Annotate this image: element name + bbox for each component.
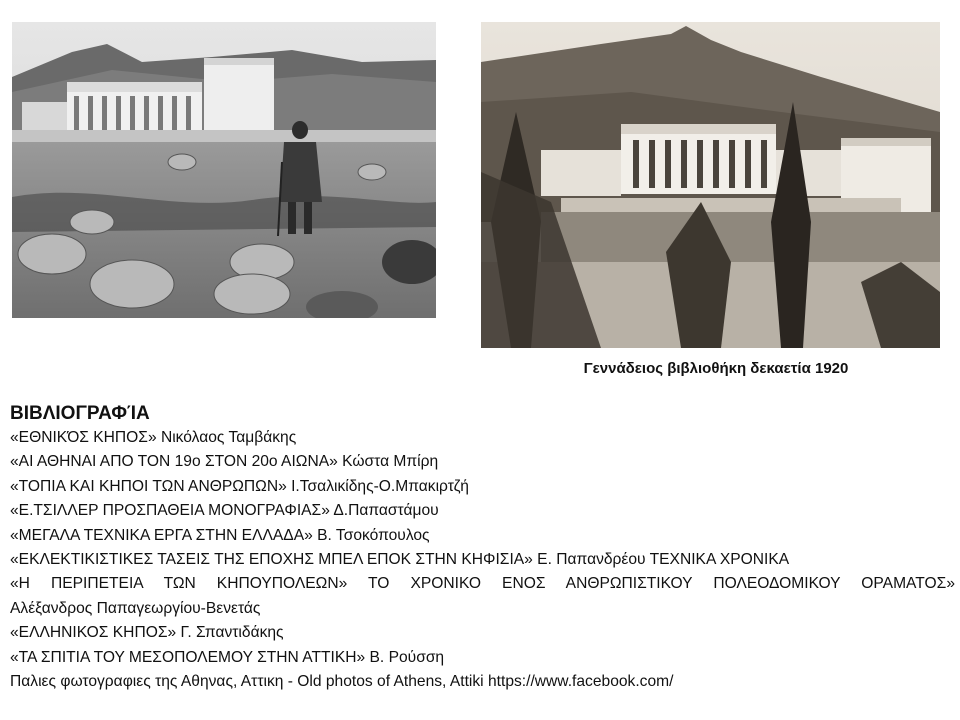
photo-library-graphic [481,22,940,348]
photo-shepherd-with-sheep [12,22,436,318]
bibliography-entry: «ΑΙ ΑΘΗΝΑΙ ΑΠΟ ΤΟΝ 19ο ΣΤΟΝ 20ο ΑΙΩΝΑ» Κώστα Μπίρη [10,453,439,471]
bibliography-entry: «ΜΕΓΑΛΑ ΤΕΧΝΙΚΑ ΕΡΓΑ ΣΤΗΝ ΕΛΛΑΔΑ» Β. Τσοκόπουλος [10,526,430,544]
bibliography-list [10,426,955,694]
bibliography-entry: Αλέξανδρος Παπαγεωργίου-Βενετάς [10,599,261,617]
photo-gennadius-library [481,22,940,348]
bibliography-entry: «ΕΚΛΕΚΤΙΚΙΣΤΙΚΕΣ ΤΑΣΕΙΣ ΤΗΣ ΕΠΟΧΗΣ ΜΠΕΛ ΕΠΟΚ ΣΤΗΝ ΚΗΦΙΣΙΑ» Ε. Παπανδρέου ΤΕΧΝΙΚΑ ΧΡΟΝΙΚΑ [10,551,790,569]
photo-caption: Γεννάδειος βιβλιοθήκη δεκαετία 1920 [583,360,849,377]
bibliography-entry: «ΕΛΛΗΝΙΚΟΣ ΚΗΠΟΣ» Γ. Σπαντιδάκης [10,624,284,642]
bibliography-heading: ΒΙΒΛΙΟΓΡΑΦΊΑ [10,403,150,424]
bibliography-entry: «Ε.ΤΣΙΛΛΕΡ ΠΡΟΣΠΑΘΕΙΑ ΜΟΝΟΓΡΑΦΙΑΣ» Δ.Παπαστάμου [10,502,439,520]
bibliography-entry: «ΤΑ ΣΠΙΤΙΑ ΤΟΥ ΜΕΣΟΠΟΛΕΜΟΥ ΣΤΗΝ ΑΤΤΙΚΗ» Β. Ρούσση [10,648,445,666]
bibliography-entry: «ΤΟΠΙΑ ΚΑΙ ΚΗΠΟΙ ΤΩΝ ΑΝΘΡΩΠΩΝ» Ι.Τσαλικίδης-Ο.Μπακιρτζή [10,477,469,495]
bibliography-entry: «Η ΠΕΡΙΠΕΤΕΙΑ ΤΩΝ ΚΗΠΟΥΠΟΛΕΩΝ» ΤΟ ΧΡΟΝΙΚΟ ΕΝΟΣ ΑΝΘΡΩΠΙΣΤΙΚΟΥ ΠΟΛΕΟΔΟΜΙΚΟΥ ΟΡΑΜΑΤΟΣ» [10,575,955,593]
photo-shepherd-graphic [12,22,436,318]
bibliography-entry: «ΕΘΝΙΚΌΣ ΚΗΠΟΣ» Νικόλαος Ταμβάκης [10,429,297,446]
bibliography-section [10,402,955,694]
bibliography-entry: Παλιες φωτογραφιες της Αθηνας, Αττικη - Old photos of Athens, Attiki https://www.facebook.com/ [10,673,674,691]
